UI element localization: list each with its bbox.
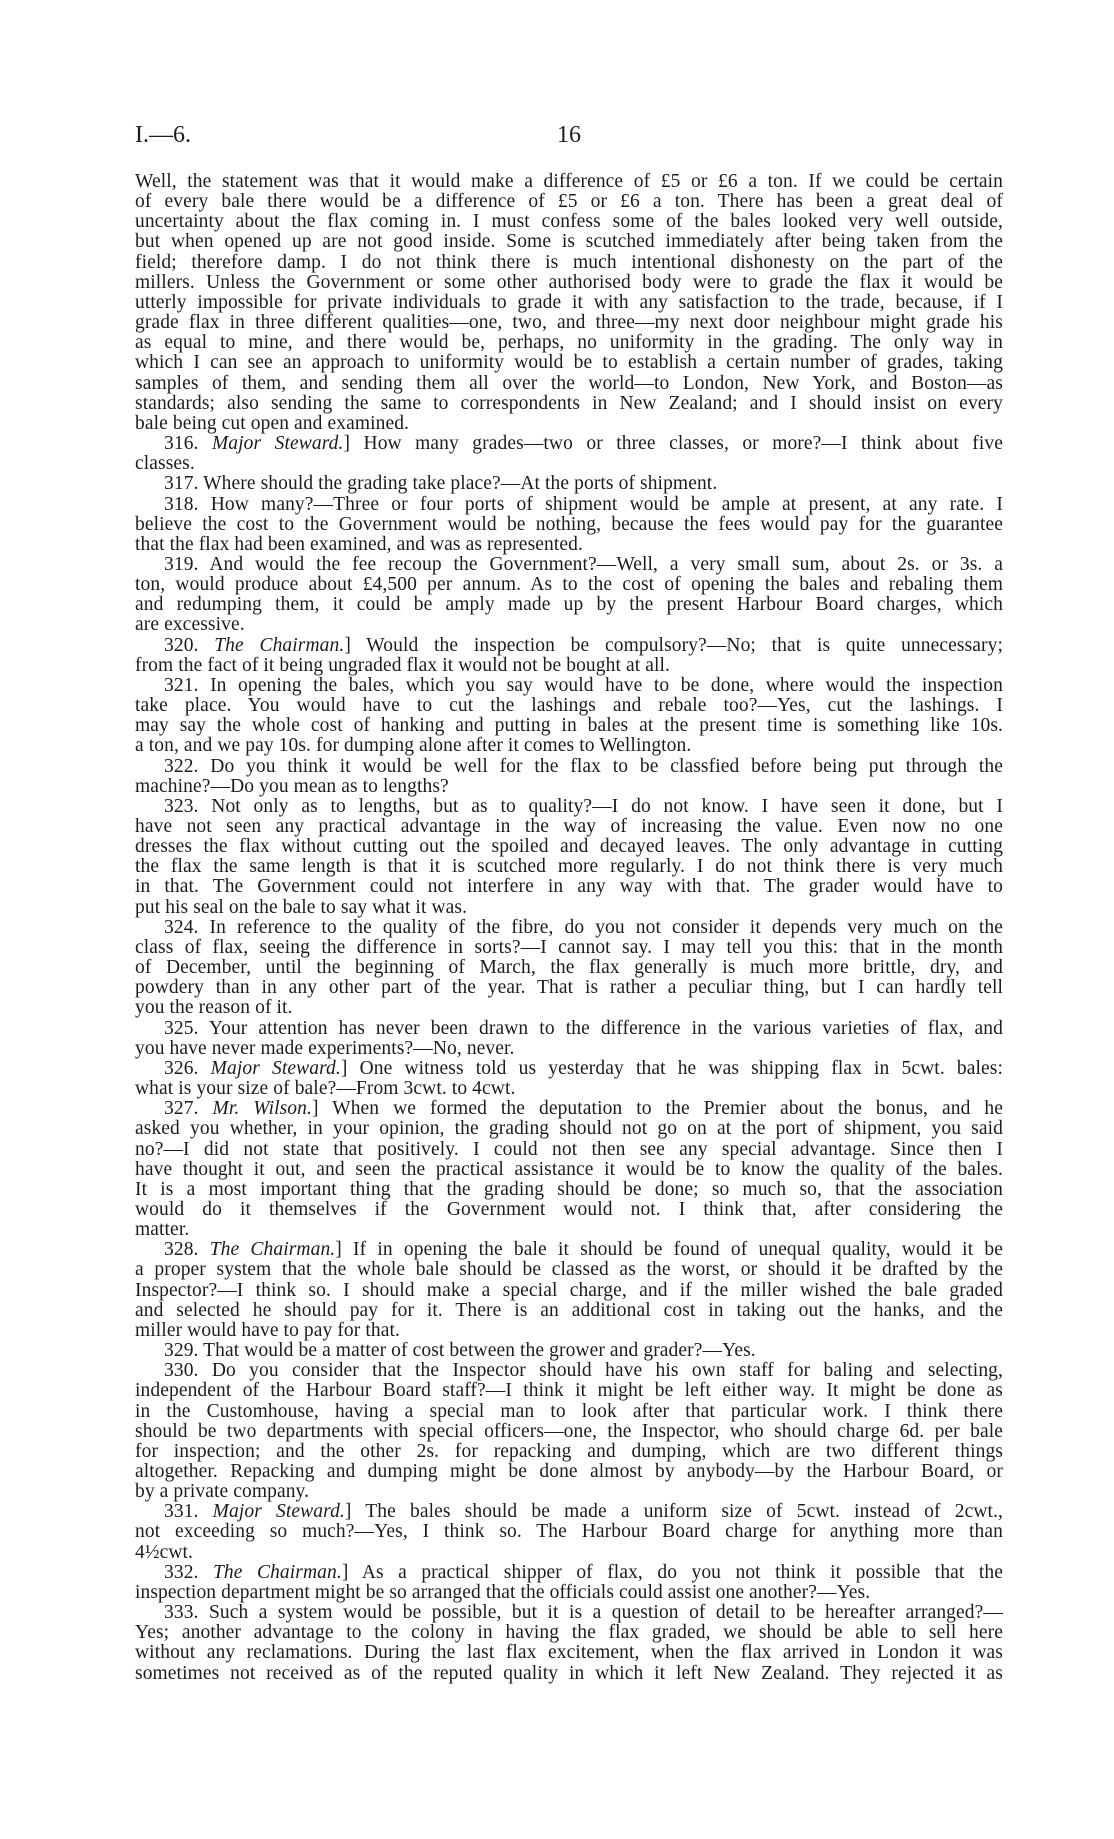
text-line: [135, 918, 1003, 938]
text-line: utterly impossible for private individuals to grade it with any satisfaction to the trade, because, if I: [135, 291, 1003, 313]
speaker-name: The Chairman.: [209, 1239, 336, 1261]
paragraph-number: 331.: [164, 1501, 199, 1523]
text-line: should be two departments with special officers—one, the Inspector, who should charge 6d. per bale: [135, 1420, 1003, 1442]
text-line: you the reason of it.: [135, 997, 293, 1019]
text-line: [135, 1341, 1003, 1361]
line-text: ] How many grades—two or three classes, or more?—I think about five: [343, 433, 1003, 455]
text-line: in the Customhouse, having a special man to look after that particular work. I think there: [135, 1400, 1003, 1422]
text-line: millers. Unless the Government or some other authorised body were to grade the flax it would be: [135, 271, 1003, 293]
line-text: Where should the grading take place?—At the ports of shipment.: [203, 473, 718, 495]
text-line: Inspector?—I think so. I should make a special charge, and if the miller wished the bale graded: [135, 1279, 1003, 1301]
text-line: Well, the statement was that it would make a difference of £5 or £6 a ton. If we could be certain: [135, 171, 1003, 192]
text-line: grade flax in three different qualities—one, two, and three—my next door neighbour might grade his: [135, 312, 1003, 334]
continued-paragraph: [135, 172, 1003, 434]
text-line: [135, 1059, 1003, 1079]
paragraph-number: 329.: [164, 1340, 199, 1362]
paragraph-number: 322.: [164, 755, 199, 777]
question-332: [135, 1563, 1003, 1603]
paragraph-number: 325.: [164, 1017, 199, 1039]
line-text: ] Would the inspection be compulsory?—No; that is quite unnecessary;: [344, 634, 1003, 656]
text-line: [135, 1603, 1003, 1623]
text-line: and redumping them, it could be amply made up by the present Harbour Board charges, which: [135, 594, 1003, 616]
speaker-name: Major Steward.: [212, 1501, 345, 1523]
question-318: [135, 495, 1003, 555]
text-line: [135, 1240, 1003, 1260]
text-line: altogether. Repacking and dumping might be done almost by anybody—by the Harbour Board, or: [135, 1461, 1003, 1482]
question-317: [135, 474, 1003, 494]
line-text: ] The bales should be made a uniform size of 5cwt. instead of 2cwt.,: [344, 1501, 1003, 1523]
text-line: [135, 434, 1003, 454]
paragraph-number: 333.: [164, 1602, 199, 1624]
speaker-name: Major Steward.: [210, 1057, 341, 1079]
text-line: have thought it out, and seen the practical assistance it would be to know the quality of the bales.: [135, 1158, 1003, 1180]
text-line: [135, 474, 1003, 494]
line-text: ] As a practical shipper of flax, do you not think it possible that the: [341, 1561, 1004, 1583]
line-text: Your attention has never been drawn to the difference in the various varieties of flax, and: [208, 1017, 1003, 1039]
text-line: of every bale there would be a difference of £5 or £6 a ton. There has been a great deal of: [135, 191, 1003, 213]
text-line: not exceeding so much?—Yes, I think so. The Harbour Board charge for anything more than: [135, 1521, 1003, 1543]
body-text: [135, 172, 1003, 1684]
question-323: [135, 797, 1003, 918]
line-text: Do you consider that the Inspector should have his own staff for baling and selecting,: [211, 1360, 1004, 1382]
text-line: [135, 636, 1003, 656]
question-321: [135, 676, 1003, 757]
text-line: a proper system that the whole bale should be classed as the worst, or should it be drafted by the: [135, 1259, 1003, 1281]
text-line: the flax the same length is that it is scutched more regularly. I do not think there is very much: [135, 856, 1003, 878]
text-line: no?—I did not state that positively. I could not then see any special advantage. Since then I: [135, 1138, 1003, 1160]
text-line: [135, 757, 1003, 777]
text-line: matter.: [135, 1219, 190, 1241]
text-line: that the flax had been examined, and was as represented.: [135, 533, 583, 555]
text-line: [135, 1019, 1003, 1039]
text-line: [135, 1099, 1003, 1119]
text-line: [135, 676, 1003, 696]
paragraph-number: 323.: [164, 795, 199, 817]
question-325: [135, 1019, 1003, 1059]
text-line: by a private company.: [135, 1481, 310, 1503]
line-text: ] One witness told us yesterday that he was shipping flax in 5cwt. bales:: [340, 1057, 1003, 1079]
text-line: but when opened up are not good inside. Some is scutched immediately after being taken from the: [135, 231, 1003, 253]
text-line: dresses the flax without cutting out the spoiled and decayed leaves. The only advantage in cutting: [135, 836, 1003, 858]
paragraph-number: 321.: [164, 674, 199, 696]
text-line: uncertainty about the flax coming in. I must confess some of the bales looked very well outside,: [135, 211, 1003, 233]
question-326: [135, 1059, 1003, 1099]
question-331: [135, 1502, 1003, 1562]
paragraph-number: 326.: [164, 1057, 199, 1079]
speaker-name: The Chairman.: [212, 1561, 342, 1583]
question-329: [135, 1341, 1003, 1361]
text-line: sometimes not received as of the reputed quality in which it left New Zealand. They rejected it as: [135, 1662, 1003, 1684]
text-line: for inspection; and the other 2s. for repacking and dumping, which are two different things: [135, 1440, 1003, 1462]
text-line: may say the whole cost of hanking and putting in bales at the present time is something like 10s.: [135, 715, 1003, 737]
text-line: [135, 1502, 1003, 1522]
text-line: have not seen any practical advantage in the way of increasing the value. Even now no one: [135, 816, 1003, 837]
paragraph-number: 330.: [164, 1360, 199, 1382]
text-line: [135, 1563, 1003, 1583]
speaker-name: Major Steward.: [211, 433, 344, 455]
text-line: ton, would produce about £4,500 per annum. As to the cost of opening the bales and rebaling them: [135, 574, 1003, 596]
text-line: in that. The Government could not interfere in any way with that. The grader would have to: [135, 876, 1003, 898]
speaker-name: Mr. Wilson.: [212, 1098, 312, 1120]
text-line: 4½cwt.: [135, 1541, 194, 1563]
paragraph-number: 318.: [164, 493, 199, 515]
line-text: Such a system would be possible, but it is a question of detail to be hereafter arranged?—: [208, 1602, 1003, 1624]
text-line: would do it themselves if the Government would not. I think that, after considering the: [135, 1198, 1003, 1220]
text-line: classes.: [135, 453, 195, 475]
text-line: independent of the Harbour Board staff?—I think it might be left either way. It might be done as: [135, 1380, 1003, 1402]
text-line: [135, 797, 1003, 817]
text-line: standards; also sending the same to correspondents in New Zealand; and I should insist on every: [135, 392, 1003, 414]
page-number: 16: [557, 122, 581, 148]
text-line: a ton, and we pay 10s. for dumping alone after it comes to Wellington.: [135, 735, 692, 757]
line-text: Not only as to lengths, but as to quality?—I do not know. I have seen it done, but I: [211, 795, 1003, 817]
text-line: miller would have to pay for that.: [135, 1319, 400, 1341]
paragraph-number: 319.: [164, 553, 199, 575]
question-316: [135, 434, 1003, 474]
text-line: put his seal on the bale to say what it was.: [135, 896, 468, 918]
paragraph-number: 320.: [164, 634, 199, 656]
text-line: asked you whether, in your opinion, the grading should not go on at the port of shipment, you said: [135, 1118, 1003, 1140]
paper-reference: I.—6.: [135, 122, 191, 148]
text-line: It is a most important thing that the grading should be done; so much so, that the association: [135, 1178, 1003, 1200]
text-line: powdery than in any other part of the year. That is rather a peculiar thing, but I can hardly tell: [135, 977, 1003, 999]
paragraph-number: 332.: [164, 1561, 199, 1583]
text-line: inspection department might be so arranged that the officials could assist one another?—Yes.: [135, 1581, 871, 1603]
text-line: Yes; another advantage to the colony in having the flax graded, we should be able to sell here: [135, 1622, 1003, 1644]
line-text: In opening the bales, which you say would have to be done, where would the inspection: [210, 674, 1003, 696]
speaker-name: The Chairman.: [214, 634, 345, 656]
line-text: ] When we formed the deputation to the Premier about the bonus, and he: [311, 1098, 1003, 1120]
text-line: [135, 495, 1003, 515]
question-330: [135, 1361, 1003, 1502]
text-line: which I can see an approach to uniformity would be to establish a certain number of grades, taking: [135, 352, 1003, 374]
paragraph-number: 317.: [164, 473, 199, 495]
question-333: [135, 1603, 1003, 1684]
text-line: as equal to mine, and there would be, perhaps, no uniformity in the grading. The only way in: [135, 332, 1003, 354]
question-320: [135, 636, 1003, 676]
text-line: believe the cost to the Government would be nothing, because the fees would pay for the guarantee: [135, 513, 1003, 535]
question-327: [135, 1099, 1003, 1240]
line-text: Do you think it would be well for the flax to be classfied before being put through the: [210, 755, 1004, 777]
line-text: How many?—Three or four ports of shipment would be ample at present, at any rate. I: [210, 493, 1003, 515]
text-line: [135, 1361, 1003, 1381]
text-line: you have never made experiments?—No, never.: [135, 1037, 515, 1059]
question-322: [135, 757, 1003, 797]
question-328: [135, 1240, 1003, 1341]
text-line: field; therefore damp. I do not think there is much intentional dishonesty on the part of the: [135, 251, 1003, 273]
text-line: and selected he should pay for it. There is an additional cost in taking out the hanks, and the: [135, 1299, 1003, 1321]
text-line: take place. You would have to cut the lashings and rebale too?—Yes, cut the lashings. I: [135, 695, 1003, 717]
text-line: are excessive.: [135, 614, 245, 636]
line-text: ] If in opening the bale it should be found of unequal quality, would it be: [335, 1239, 1003, 1261]
paragraph-number: 324.: [164, 916, 199, 938]
text-line: machine?—Do you mean as to lengths?: [135, 775, 449, 797]
paragraph-number: 327.: [164, 1098, 199, 1120]
paragraph-number: 316.: [164, 433, 199, 455]
line-text: And would the fee recoup the Government?—Well, a very small sum, about 2s. or 3s. a: [209, 553, 1003, 575]
paragraph-number: 328.: [164, 1239, 199, 1261]
text-line: of December, until the beginning of March, the flax generally is much more brittle, dry, and: [135, 957, 1003, 979]
line-text: That would be a matter of cost between the grower and grader?—Yes.: [203, 1340, 756, 1362]
line-text: In reference to the quality of the fibre, do you not consider it depends very much on the: [209, 916, 1003, 938]
text-line: from the fact of it being ungraded flax it would not be bought at all.: [135, 654, 670, 676]
text-line: samples of them, and sending them all over the world—to London, New York, and Boston—as: [135, 372, 1003, 394]
text-line: class of flax, seeing the difference in sorts?—I cannot say. I may tell you this: that in the month: [135, 936, 1003, 958]
text-line: what is your size of bale?—From 3cwt. to 4cwt.: [135, 1078, 516, 1100]
text-line: without any reclamations. During the last flax excitement, when the flax arrived in London it was: [135, 1642, 1003, 1664]
text-line: [135, 555, 1003, 575]
question-324: [135, 918, 1003, 1019]
question-319: [135, 555, 1003, 636]
text-line: bale being cut open and examined.: [135, 412, 410, 434]
